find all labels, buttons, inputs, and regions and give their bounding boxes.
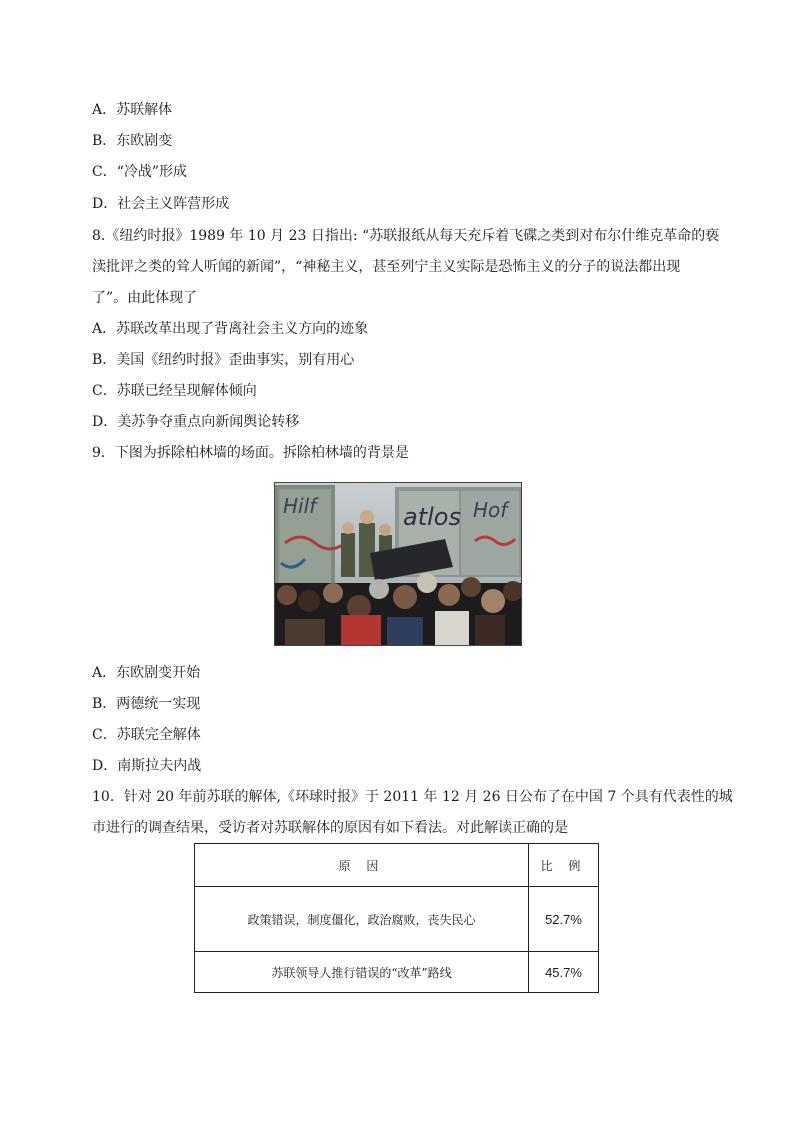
q8-stem-line-3: 了”。由此体现了 <box>92 290 198 306</box>
row-2-ratio: 45.7% <box>529 952 599 993</box>
graffiti-text-center: atlos <box>403 503 461 531</box>
q8-stem-line-2: 渎批评之类的耸人听闻的新闻”，“神秘主义，甚至列宁主义实际是恐怖主义的分子的说法都出现 <box>92 259 681 275</box>
q9-stem: 9．下图为拆除柏林墙的场面。拆除柏林墙的背景是 <box>92 445 409 461</box>
q8-option-b: B．美国《纽约时报》歪曲事实，别有用心 <box>92 352 355 368</box>
q9-option-a: A．东欧剧变开始 <box>92 665 201 681</box>
row-2-reason: 苏联领导人推行错误的“改革”路线 <box>195 952 529 993</box>
q7-option-d: D．社会主义阵营形成 <box>92 196 230 212</box>
q9-option-d: D．南斯拉夫内战 <box>92 758 202 774</box>
row-1-ratio: 52.7% <box>529 887 599 952</box>
table-header-row <box>195 844 599 887</box>
q8-option-d: D．美苏争夺重点向新闻舆论转移 <box>92 414 300 430</box>
header-reason: 原 因 <box>195 844 529 887</box>
survey-table <box>194 843 599 993</box>
table-row <box>195 887 599 952</box>
q7-option-c: C．“冷战”形成 <box>92 164 188 180</box>
header-ratio: 比 例 <box>529 844 599 887</box>
q9-option-b: B．两德统一实现 <box>92 696 201 712</box>
q8-option-c: C．苏联已经呈现解体倾向 <box>92 383 257 399</box>
graffiti-text-left: Hilf <box>283 494 317 518</box>
q7-option-b: B．东欧剧变 <box>92 133 173 149</box>
q9-option-c: C．苏联完全解体 <box>92 727 201 743</box>
q8-stem-line-1: 8.《纽约时报》1989 年 10 月 23 日指出: “苏联报纸从每天充斥着飞碟之类到对布尔什维克革命的亵 <box>92 228 720 244</box>
q8-option-a: A．苏联改革出现了背离社会主义方向的迹象 <box>92 321 369 337</box>
graffiti-text-right: Hof <box>473 498 508 522</box>
q7-option-a: A．苏联解体 <box>92 102 173 118</box>
berlin-wall-photo <box>274 482 522 646</box>
table-row <box>195 952 599 993</box>
q10-stem-line-1: 10．针对 20 年前苏联的解体,《环球时报》于 2011 年 12 月 26 日公布了在中国 7 个具有代表性的城 <box>92 789 733 805</box>
row-1-reason: 政策错误，制度僵化，政治腐败，丧失民心 <box>195 887 529 952</box>
q10-stem-line-2: 市进行的调查结果，受访者对苏联解体的原因有如下看法。对此解读正确的是 <box>92 820 568 836</box>
